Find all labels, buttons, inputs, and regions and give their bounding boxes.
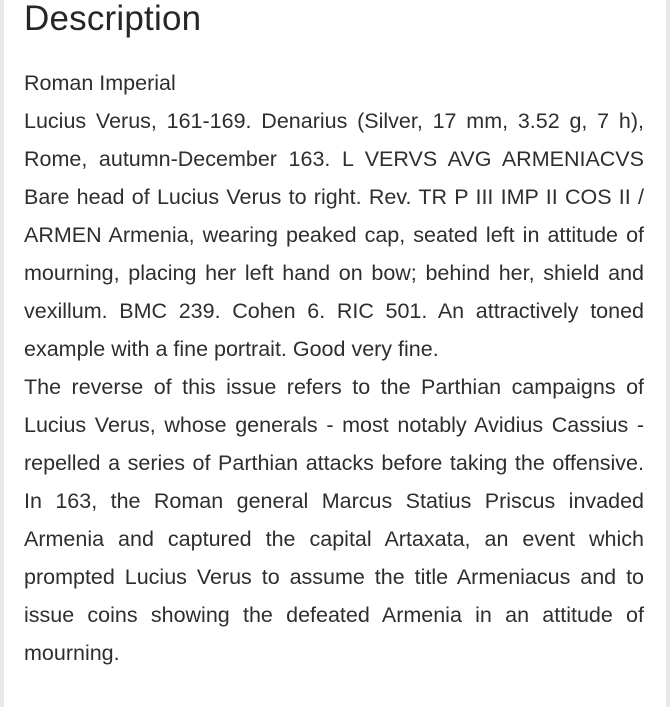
section-title: Description: [24, 0, 202, 38]
description-card: [4, 0, 666, 707]
history-paragraph: The reverse of this issue refers to the Parthian campaigns of Lucius Verus, whose generals - most notably Avidius Cassius - repelled a series of Parthian attacks before taking the offensive. In 163, the Roman general Marcus Statius Priscus invaded Armenia and captured the capital Artaxata, an event which prompted Lucius Verus to assume the title Armeniacus and to issue coins showing the defeated Armenia in an attitude of mourning.: [24, 375, 644, 665]
category-line: Roman Imperial: [24, 71, 176, 95]
coin-details-paragraph: Lucius Verus, 161-169. Denarius (Silver, 17 mm, 3.52 g, 7 h), Rome, autumn-December 163. L VERVS AVG ARMENIACVS Bare head of Lucius Verus to right. Rev. TR P III IMP II COS II / ARMEN Armenia, wearing peaked cap, seated left in attitude of mourning, placing her left hand on bow; behind her, shield and vexillum. BMC 239. Cohen 6. RIC 501. An attractively toned example with a fine portrait. Good very fine.: [24, 109, 644, 361]
description-body: [24, 64, 644, 672]
